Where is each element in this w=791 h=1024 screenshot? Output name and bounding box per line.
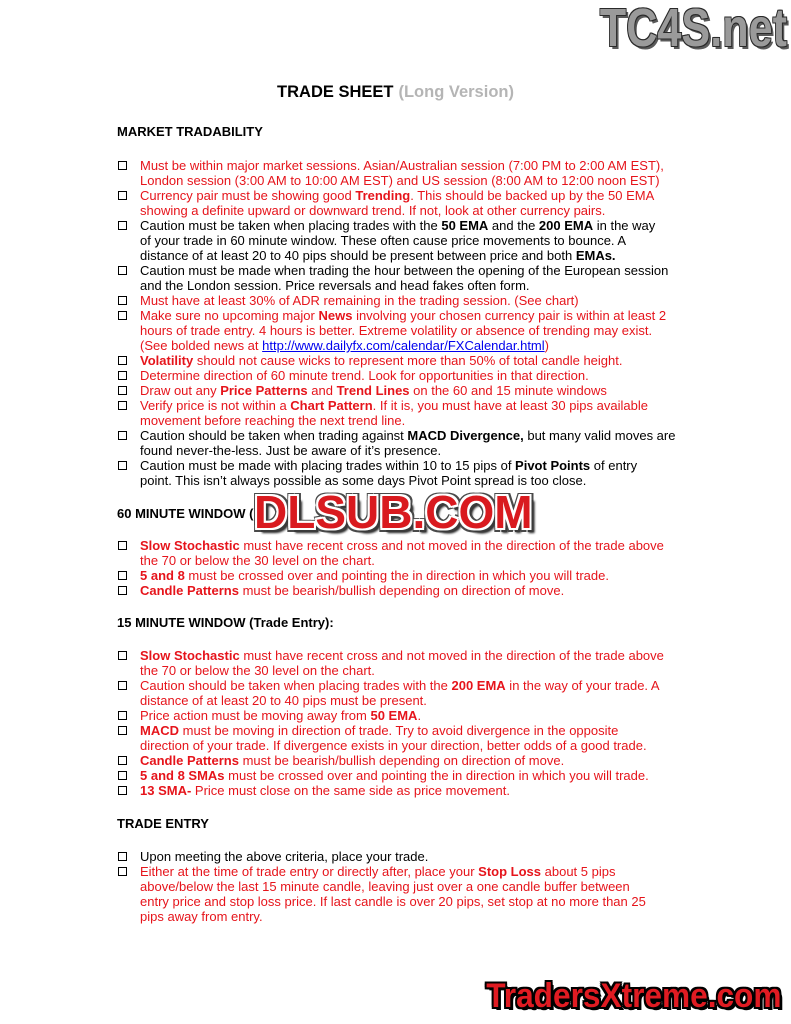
- section-heading: MARKET TRADABILITY: [117, 123, 263, 139]
- item-line: [140, 894, 646, 909]
- item-text-bold: News: [318, 307, 353, 323]
- item-text-bold: Trend Lines: [336, 383, 410, 399]
- item-line: [140, 323, 675, 338]
- item-line: [140, 909, 646, 924]
- item-line: [140, 583, 664, 598]
- item-text: and the: [488, 217, 539, 233]
- item-text: in the way: [593, 217, 656, 233]
- checkbox-icon: [118, 852, 127, 861]
- item-text: in the way of your trade. A: [505, 677, 660, 693]
- item-text: Caution should be taken when trading against: [140, 428, 408, 444]
- item-text-bold: Slow Stochastic: [140, 537, 240, 553]
- item-line: [140, 293, 675, 308]
- item-text: Draw out any: [140, 383, 221, 399]
- section-heading: TRADE ENTRY: [117, 815, 209, 831]
- item-text: . If it is, you must have at least 30 pips available: [372, 398, 648, 414]
- item-text: Currency pair must be showing good: [140, 187, 356, 203]
- item-text: must have recent cross and not moved in the direction of the trade above: [239, 537, 664, 553]
- item-text-bold: Price Patterns: [220, 383, 308, 399]
- item-text-bold: 200 EMA: [538, 217, 594, 233]
- title-subtitle: (Long Version): [398, 83, 514, 101]
- page-title: [0, 82, 791, 102]
- item-line: [140, 353, 675, 368]
- checklist-item: [140, 368, 675, 383]
- checklist-item: [140, 398, 675, 428]
- checkbox-icon: [118, 266, 127, 275]
- checkbox-icon: [118, 681, 127, 690]
- checkbox-icon: [118, 726, 127, 735]
- checklist-item: [140, 263, 675, 293]
- item-text: Either at the time of trade entry or directly after, place your: [140, 863, 479, 879]
- item-line: [140, 428, 675, 443]
- section-heading: 15 MINUTE WINDOW (Trade Entry):: [117, 614, 334, 630]
- item-text: Must be within major market sessions. Asian/Australian session (7:00 PM to 2:00 AM EST),: [140, 157, 664, 173]
- section-heading: 60 MINUTE WINDOW (: [117, 505, 254, 521]
- item-text-bold: Candle Patterns: [140, 752, 239, 768]
- checklist-item: [140, 678, 664, 708]
- checklist-item: [140, 308, 675, 353]
- checklist-item: [140, 383, 675, 398]
- item-text: pips away from entry.: [140, 908, 263, 924]
- item-text: must be crossed over and pointing the in direction in which you will trade.: [224, 767, 649, 783]
- item-text: showing a definite upward or downward trend. If not, look at other currency pairs.: [140, 202, 606, 218]
- checkbox-icon: [118, 461, 127, 470]
- item-line: [140, 648, 664, 663]
- item-line: [140, 753, 664, 768]
- item-line: [140, 723, 664, 738]
- item-line: [140, 398, 675, 413]
- item-text: on the 60 and 15 minute windows: [409, 383, 607, 399]
- item-line: [140, 678, 664, 693]
- checklist: [140, 538, 664, 598]
- item-text: of your trade in 60 minute window. These often cause price movements to bounce. A: [140, 232, 627, 248]
- item-text: must be bearish/bullish depending on direction of move.: [238, 582, 565, 598]
- item-text: Determine direction of 60 minute trend. Look for opportunities in that direction.: [140, 368, 589, 384]
- item-text-bold: 5 and 8: [140, 567, 185, 583]
- item-text-bold: Slow Stochastic: [140, 647, 240, 663]
- checkbox-icon: [118, 221, 127, 230]
- item-text: must be crossed over and pointing the in direction in which you will trade.: [184, 567, 609, 583]
- item-text: must be moving in direction of trade. Try to avoid divergence in the opposite: [179, 722, 619, 738]
- checklist: [140, 849, 646, 924]
- tc4s-logo: TC4S.net: [599, 0, 787, 58]
- item-text: must have recent cross and not moved in the direction of the trade above: [239, 647, 664, 663]
- checklist-item: [140, 753, 664, 768]
- item-text: point. This isn’t always possible as some days Pivot Point spread is too close.: [140, 473, 587, 489]
- checklist-item: [140, 218, 675, 263]
- item-text: should not cause wicks to represent more than 50% of total candle height.: [193, 353, 623, 369]
- item-text-bold: 50 EMA: [441, 217, 489, 233]
- item-text-bold: EMAs.: [575, 247, 616, 263]
- item-text: and the London session. Price reversals and head fakes often form.: [140, 277, 530, 293]
- item-line: [140, 203, 675, 218]
- item-line: [140, 538, 664, 553]
- item-line: [140, 233, 675, 248]
- checkbox-icon: [118, 431, 127, 440]
- checklist-item: [140, 293, 675, 308]
- checklist: [140, 158, 675, 489]
- checkbox-icon: [118, 651, 127, 660]
- item-text: the 70 or below the 30 level on the chart.: [140, 662, 375, 678]
- checklist-item: [140, 708, 664, 723]
- checkbox-icon: [118, 571, 127, 580]
- item-text: found never-the-less. Just be aware of it’s presence.: [140, 443, 442, 459]
- item-line: [140, 248, 675, 263]
- item-text-bold: Candle Patterns: [140, 582, 239, 598]
- item-text: . This should be backed up by the 50 EMA: [410, 187, 655, 203]
- item-text: (See bolded news at: [140, 338, 263, 354]
- item-text: involving your chosen currency pair is within at least 2: [352, 307, 667, 323]
- item-text-bold: Chart Pattern: [290, 398, 373, 414]
- item-text: direction of your trade. If divergence exists in your direction, better odds of a good trade.: [140, 737, 647, 753]
- checklist-item: [140, 158, 675, 188]
- checklist-item: [140, 568, 664, 583]
- item-text: Caution should be taken when placing trades with the: [140, 677, 452, 693]
- checkbox-icon: [118, 786, 127, 795]
- item-line: [140, 413, 675, 428]
- item-text: ): [544, 338, 549, 354]
- checkbox-icon: [118, 296, 127, 305]
- item-text: about 5 pips: [541, 863, 616, 879]
- item-text-bold: Trending: [355, 187, 411, 203]
- item-text: Verify price is not within a: [140, 398, 291, 414]
- checkbox-icon: [118, 371, 127, 380]
- item-text-bold: 200 EMA: [451, 677, 506, 693]
- item-text: Price must close on the same side as price movement.: [191, 782, 510, 798]
- item-line: [140, 338, 675, 353]
- item-text: movement before reaching the next trend line.: [140, 413, 406, 429]
- item-line: [140, 173, 675, 188]
- item-text: must be bearish/bullish depending on direction of move.: [238, 752, 565, 768]
- item-line: [140, 218, 675, 233]
- checklist-item: [140, 188, 675, 218]
- title-main: TRADE SHEET: [277, 83, 394, 101]
- item-text: Must have at least 30% of ADR remaining in the trading session. (See chart): [140, 292, 579, 308]
- item-line: [140, 458, 675, 473]
- item-text: distance of at least 20 to 40 pips should be present between price and both: [140, 247, 576, 263]
- checklist-item: [140, 783, 664, 798]
- checklist-item: [140, 458, 675, 488]
- item-line: [140, 693, 664, 708]
- item-line: [140, 308, 675, 323]
- item-line: [140, 864, 646, 879]
- dlsub-watermark: DLSUB.COM: [254, 486, 533, 538]
- checklist-item: [140, 768, 664, 783]
- item-text: Caution must be made when trading the hour between the opening of the European session: [140, 262, 669, 278]
- item-text: but many valid moves are: [523, 428, 676, 444]
- calendar-link[interactable]: http://www.dailyfx.com/calendar/FXCalendar.html: [262, 338, 545, 354]
- checkbox-icon: [118, 386, 127, 395]
- item-text-bold: 50 EMA: [370, 707, 418, 723]
- checkbox-icon: [118, 401, 127, 410]
- item-text: of entry: [590, 458, 638, 474]
- item-line: [140, 768, 664, 783]
- checkbox-icon: [118, 541, 127, 550]
- item-text: above/below the last 15 minute candle, leaving just over a one candle buffer between: [140, 878, 630, 894]
- checkbox-icon: [118, 867, 127, 876]
- checklist-item: [140, 648, 664, 678]
- item-text: .: [417, 707, 422, 723]
- item-text: the 70 or below the 30 level on the chart.: [140, 552, 375, 568]
- checklist-item: [140, 428, 675, 458]
- checkbox-icon: [118, 356, 127, 365]
- checklist-item: [140, 864, 646, 924]
- checkbox-icon: [118, 711, 127, 720]
- item-line: [140, 738, 664, 753]
- checkbox-icon: [118, 161, 127, 170]
- item-text: entry price and stop loss price. If last candle is over 20 pips, set stop at no more than 25: [140, 893, 646, 909]
- item-text: hours of trade entry. 4 hours is better. Extreme volatility or absence of trending may exist.: [140, 323, 653, 339]
- checklist-item: [140, 353, 675, 368]
- item-text: Upon meeting the above criteria, place your trade.: [140, 848, 429, 864]
- item-text: distance of at least 20 to 40 pips must be present.: [140, 692, 427, 708]
- checkbox-icon: [118, 311, 127, 320]
- item-text: Make sure no upcoming major: [140, 307, 319, 323]
- item-line: [140, 849, 646, 864]
- item-text-bold: Volatility: [140, 353, 194, 369]
- item-line: [140, 443, 675, 458]
- checkbox-icon: [118, 771, 127, 780]
- item-line: [140, 263, 675, 278]
- item-line: [140, 188, 675, 203]
- checklist: [140, 648, 664, 798]
- item-line: [140, 663, 664, 678]
- item-text-bold: 13 SMA-: [140, 782, 192, 798]
- checklist-item: [140, 538, 664, 568]
- checklist-item: [140, 723, 664, 753]
- item-text-bold: MACD: [140, 722, 179, 738]
- item-text: Price action must be moving away from: [140, 707, 371, 723]
- item-text: and: [307, 383, 337, 399]
- item-text: London session (3:00 AM to 10:00 AM EST) and US session (8:00 AM to 12:00 noon EST): [140, 172, 660, 188]
- checkbox-icon: [118, 191, 127, 200]
- item-text-bold: Pivot Points: [515, 458, 591, 474]
- item-line: [140, 568, 664, 583]
- checkbox-icon: [118, 756, 127, 765]
- item-text-bold: Stop Loss: [478, 863, 542, 879]
- item-text: Caution must be made with placing trades within 10 to 15 pips of: [140, 458, 516, 474]
- item-line: [140, 278, 675, 293]
- checklist-item: [140, 583, 664, 598]
- checkbox-icon: [118, 586, 127, 595]
- item-line: [140, 553, 664, 568]
- item-line: [140, 368, 675, 383]
- item-line: [140, 879, 646, 894]
- item-line: [140, 383, 675, 398]
- item-line: [140, 158, 675, 173]
- tradersxtreme-logo: TradersXtreme.com: [485, 977, 781, 1015]
- item-line: [140, 708, 664, 723]
- checklist-item: [140, 849, 646, 864]
- item-line: [140, 783, 664, 798]
- item-text-bold: MACD Divergence,: [407, 428, 524, 444]
- item-text: Caution must be taken when placing trades with the: [140, 217, 442, 233]
- item-text-bold: 5 and 8 SMAs: [140, 767, 225, 783]
